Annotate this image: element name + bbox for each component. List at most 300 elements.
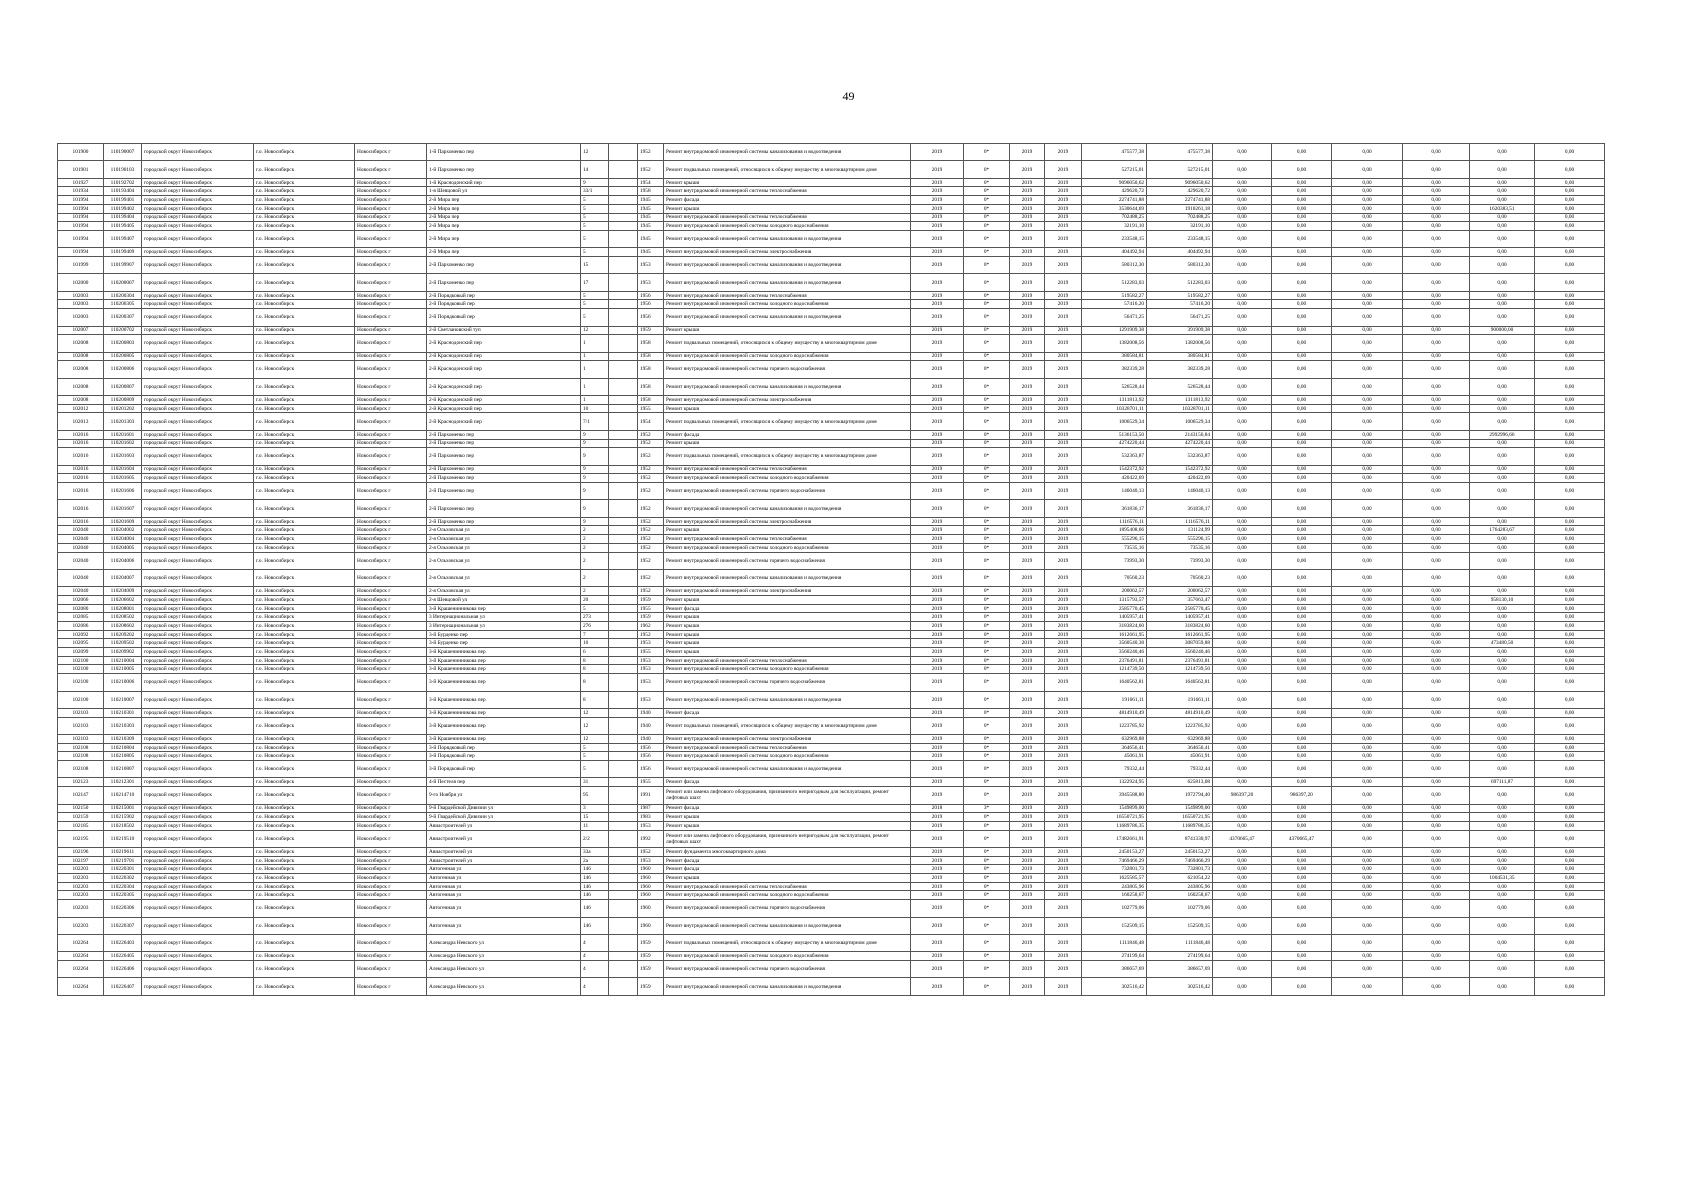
table-cell: 2-й Порядковый пер bbox=[427, 300, 581, 309]
table-cell: 5136153,50 bbox=[1082, 430, 1147, 439]
table-cell: 102008 bbox=[58, 335, 104, 352]
table-cell: 9 bbox=[581, 517, 609, 526]
table-cell: Ремонт внутридомовой инженерной системы электроснабжения bbox=[664, 248, 911, 257]
table-cell: 0,00 bbox=[1535, 361, 1605, 378]
table-cell: Новосибирск г bbox=[355, 535, 427, 544]
table-cell bbox=[609, 196, 638, 205]
table-cell: 1959 bbox=[638, 934, 664, 951]
table-cell: 102203 bbox=[58, 917, 104, 934]
table-cell: 2019 bbox=[1010, 552, 1045, 569]
table-cell: городской округ Новосибирск bbox=[142, 535, 254, 544]
table-cell: 4 bbox=[581, 978, 609, 995]
table-cell bbox=[609, 291, 638, 300]
table-cell: Новосибирск г bbox=[355, 500, 427, 517]
table-cell: 10 bbox=[581, 639, 609, 648]
table-cell: Ремонт внутридомовой инженерной системы горячего водоснабжения bbox=[664, 552, 911, 569]
table-cell: Ремонт фасада bbox=[664, 708, 911, 717]
table-cell bbox=[609, 865, 638, 874]
table-cell: 101994 bbox=[58, 248, 104, 257]
table-cell: 0,00 bbox=[1332, 961, 1403, 978]
table-cell: Новосибирск г bbox=[355, 917, 427, 934]
table-cell: 0,00 bbox=[1332, 691, 1403, 708]
table-row bbox=[58, 778, 1605, 787]
table-cell: 0* bbox=[964, 300, 1010, 309]
table-cell: 8 bbox=[581, 665, 609, 674]
table-cell bbox=[609, 144, 638, 161]
table-cell: 473480,50 bbox=[1470, 639, 1535, 648]
table-cell: 0,00 bbox=[1535, 900, 1605, 917]
table-cell: 110210805 bbox=[104, 752, 142, 761]
table-cell: городской округ Новосибирск bbox=[142, 830, 254, 847]
table-row bbox=[58, 804, 1605, 813]
table-cell: 2019 bbox=[911, 595, 964, 604]
table-cell bbox=[609, 787, 638, 804]
table-cell: 0,00 bbox=[1213, 465, 1272, 474]
table-cell: 110201609 bbox=[104, 517, 142, 526]
table-cell: 1958 bbox=[638, 378, 664, 395]
table-cell: 0,00 bbox=[1272, 978, 1332, 995]
table-cell: 0,00 bbox=[1470, 291, 1535, 300]
table-cell: 527215,01 bbox=[1147, 161, 1213, 178]
table-cell bbox=[609, 517, 638, 526]
table-cell: 0,00 bbox=[1535, 743, 1605, 752]
table-cell: 0,00 bbox=[1535, 639, 1605, 648]
table-cell: 0,00 bbox=[1272, 552, 1332, 569]
table-cell: 2019 bbox=[1010, 361, 1045, 378]
table-cell: 2019 bbox=[1010, 761, 1045, 778]
table-cell: 57416,20 bbox=[1147, 300, 1213, 309]
table-row bbox=[58, 500, 1605, 517]
table-cell: 0,00 bbox=[1213, 891, 1272, 900]
table-cell: 57416,20 bbox=[1082, 300, 1147, 309]
table-cell: 2-й Краснодонский пер bbox=[427, 361, 581, 378]
table-cell: Новосибирск г bbox=[355, 656, 427, 665]
table-cell: Ремонт внутридомовой инженерной системы теплоснабжения bbox=[664, 291, 911, 300]
table-cell bbox=[609, 396, 638, 405]
table-cell: городской округ Новосибирск bbox=[142, 378, 254, 395]
table-cell: 1111846,48 bbox=[1147, 934, 1213, 951]
table-cell: г.о. Новосибирск bbox=[254, 900, 355, 917]
table-cell: 2-й Пархоменко пер bbox=[427, 482, 581, 499]
table-cell: 2019 bbox=[911, 813, 964, 822]
table-cell: Ремонт внутридомовой инженерной системы холодного водоснабжения bbox=[664, 352, 911, 361]
table-cell: 1291909,38 bbox=[1082, 326, 1147, 335]
table-cell: 1 bbox=[581, 361, 609, 378]
table-cell: 110201605 bbox=[104, 474, 142, 483]
table-cell: 0* bbox=[964, 691, 1010, 708]
table-cell: 0,00 bbox=[1470, 630, 1535, 639]
table-cell: 0,00 bbox=[1272, 439, 1332, 448]
table-row bbox=[58, 448, 1605, 465]
table-cell: 2450153,27 bbox=[1082, 848, 1147, 857]
table-cell: 2-й Мира пер bbox=[427, 213, 581, 222]
table-cell: 2019 bbox=[1045, 708, 1082, 717]
table-cell: г.о. Новосибирск bbox=[254, 535, 355, 544]
table-cell bbox=[609, 674, 638, 691]
table-cell: 1214739,50 bbox=[1147, 665, 1213, 674]
table-cell: Ремонт крыши bbox=[664, 813, 911, 822]
table-cell: 0,00 bbox=[1213, 856, 1272, 865]
table-cell: 2019 bbox=[1010, 439, 1045, 448]
table-cell: 110204002 bbox=[104, 526, 142, 535]
table-cell: 5 bbox=[581, 291, 609, 300]
table-cell: 0,00 bbox=[1272, 639, 1332, 648]
table-cell: 3-й Бурденко пер bbox=[427, 630, 581, 639]
table-cell: 102003 bbox=[58, 291, 104, 300]
table-cell: 519582,27 bbox=[1147, 291, 1213, 300]
table-cell: 2274741,88 bbox=[1147, 196, 1213, 205]
table-cell: 0* bbox=[964, 291, 1010, 300]
table-cell: 11689786,35 bbox=[1082, 821, 1147, 830]
table-cell: 3-й Порядковый пер bbox=[427, 743, 581, 752]
table-cell: 0,00 bbox=[1332, 665, 1403, 674]
table-cell: 110201606 bbox=[104, 482, 142, 499]
table-cell: 2019 bbox=[911, 961, 964, 978]
table-cell: 2019 bbox=[1010, 335, 1045, 352]
table-cell: 0,00 bbox=[1332, 161, 1403, 178]
table-cell: 2019 bbox=[1010, 717, 1045, 734]
table-cell: 1 bbox=[581, 378, 609, 395]
table-cell: 0,00 bbox=[1332, 291, 1403, 300]
table-cell: 102100 bbox=[58, 674, 104, 691]
table-cell: Новосибирск г bbox=[355, 335, 427, 352]
table-cell: 0,00 bbox=[1470, 474, 1535, 483]
table-cell: 0,00 bbox=[1535, 187, 1605, 196]
table-cell: 0* bbox=[964, 656, 1010, 665]
table-cell: Новосибирск г bbox=[355, 604, 427, 613]
table-cell: 2019 bbox=[911, 352, 964, 361]
table-cell: 2019 bbox=[1045, 213, 1082, 222]
table-cell: Ремонт подвальных помещений, относящихся к общему имуществу в многоквартирном доме bbox=[664, 934, 911, 951]
table-row bbox=[58, 230, 1605, 247]
table-cell: Ремонт крыши bbox=[664, 622, 911, 631]
table-cell: 0,00 bbox=[1213, 161, 1272, 178]
table-cell: 2019 bbox=[911, 500, 964, 517]
table-cell: 1 bbox=[581, 352, 609, 361]
table-cell: 4 bbox=[581, 961, 609, 978]
table-cell: 2019 bbox=[911, 691, 964, 708]
table-cell: 2019 bbox=[1010, 604, 1045, 613]
table-cell: 110200307 bbox=[104, 309, 142, 326]
table-cell: г.о. Новосибирск bbox=[254, 874, 355, 883]
table-cell: 102159 bbox=[58, 813, 104, 822]
table-cell: 110201602 bbox=[104, 439, 142, 448]
table-cell: 2019 bbox=[1010, 752, 1045, 761]
table-cell: 2019 bbox=[1010, 934, 1045, 951]
table-cell bbox=[609, 813, 638, 822]
table-cell: 0,00 bbox=[1332, 552, 1403, 569]
table-cell: 532363,87 bbox=[1082, 448, 1147, 465]
table-cell bbox=[609, 639, 638, 648]
table-cell: г.о. Новосибирск bbox=[254, 204, 355, 213]
table-cell bbox=[609, 604, 638, 613]
table-cell: 2019 bbox=[1010, 830, 1045, 847]
table-cell: 110220306 bbox=[104, 900, 142, 917]
table-cell bbox=[609, 256, 638, 273]
table-cell: Новосибирск г bbox=[355, 413, 427, 430]
table-cell: 0,00 bbox=[1470, 178, 1535, 187]
table-cell: г.о. Новосибирск bbox=[254, 622, 355, 631]
table-cell: 2019 bbox=[1010, 708, 1045, 717]
table-cell: городской округ Новосибирск bbox=[142, 813, 254, 822]
table-cell: 146040,13 bbox=[1082, 482, 1147, 499]
table-cell: Новосибирск г bbox=[355, 352, 427, 361]
table-cell: 17 bbox=[581, 274, 609, 291]
table-cell: 2019 bbox=[1010, 248, 1045, 257]
table-cell: 0,00 bbox=[1213, 196, 1272, 205]
table-cell: 0,00 bbox=[1470, 856, 1535, 865]
table-cell: 0,00 bbox=[1213, 630, 1272, 639]
table-cell: 0,00 bbox=[1470, 613, 1535, 622]
table-cell: 0,00 bbox=[1535, 204, 1605, 213]
table-cell: 0,00 bbox=[1272, 952, 1332, 961]
table-cell: 2-я Ольховская ул bbox=[427, 526, 581, 535]
table-cell: 110219510 bbox=[104, 830, 142, 847]
table-cell: 0* bbox=[964, 752, 1010, 761]
table-cell: 9 bbox=[581, 500, 609, 517]
table-cell bbox=[609, 222, 638, 231]
table-cell: 0,00 bbox=[1535, 830, 1605, 847]
table-cell: 0,00 bbox=[1403, 648, 1470, 657]
table-cell: 0* bbox=[964, 161, 1010, 178]
table-cell: 0,00 bbox=[1470, 656, 1535, 665]
table-cell: городской округ Новосибирск bbox=[142, 761, 254, 778]
table-cell: 2019 bbox=[911, 604, 964, 613]
table-cell: 2 bbox=[581, 569, 609, 586]
table-cell: г.о. Новосибирск bbox=[254, 717, 355, 734]
table-cell: 1953 bbox=[638, 274, 664, 291]
table-cell: 0,00 bbox=[1535, 787, 1605, 804]
table-cell: 0,00 bbox=[1213, 204, 1272, 213]
table-cell: 0,00 bbox=[1403, 622, 1470, 631]
table-cell: 580312,30 bbox=[1147, 256, 1213, 273]
table-cell: 0,00 bbox=[1403, 144, 1470, 161]
table-cell: 2019 bbox=[1010, 144, 1045, 161]
table-cell: городской округ Новосибирск bbox=[142, 874, 254, 883]
table-cell: 102040 bbox=[58, 552, 104, 569]
table-cell: 2019 bbox=[1045, 752, 1082, 761]
table-cell: 0,00 bbox=[1332, 361, 1403, 378]
table-cell: 102103 bbox=[58, 708, 104, 717]
table-row bbox=[58, 787, 1605, 804]
table-cell: 32191,10 bbox=[1147, 222, 1213, 231]
table-cell: 0,00 bbox=[1213, 543, 1272, 552]
table-cell: Новосибирск г bbox=[355, 300, 427, 309]
table-cell: Новосибирск г bbox=[355, 248, 427, 257]
table-cell: 2019 bbox=[1010, 569, 1045, 586]
table-cell: 10328701,11 bbox=[1082, 404, 1147, 413]
table-cell: 0* bbox=[964, 604, 1010, 613]
table-cell: 1311813,92 bbox=[1082, 396, 1147, 405]
table-cell: 0,00 bbox=[1403, 743, 1470, 752]
table-cell: Новосибирск г bbox=[355, 291, 427, 300]
table-cell: 0,00 bbox=[1272, 882, 1332, 891]
table-cell: 1322924,95 bbox=[1082, 778, 1147, 787]
table-cell: 1 bbox=[581, 335, 609, 352]
table-cell: г.о. Новосибирск bbox=[254, 196, 355, 205]
table-cell: 1004531,35 bbox=[1470, 874, 1535, 883]
table-cell bbox=[609, 439, 638, 448]
table-cell: 101994 bbox=[58, 222, 104, 231]
table-cell: городской округ Новосибирск bbox=[142, 787, 254, 804]
table-cell: городской округ Новосибирск bbox=[142, 952, 254, 961]
table-cell: 1952 bbox=[638, 439, 664, 448]
table-cell: 102016 bbox=[58, 517, 104, 526]
table-cell: 0* bbox=[964, 248, 1010, 257]
table-cell: 273 bbox=[581, 613, 609, 622]
table-cell: г.о. Новосибирск bbox=[254, 778, 355, 787]
table-cell: 2019 bbox=[1010, 300, 1045, 309]
table-cell: 0,00 bbox=[1213, 665, 1272, 674]
table-cell bbox=[609, 848, 638, 857]
table-cell: 0,00 bbox=[1213, 874, 1272, 883]
table-cell: 2019 bbox=[1010, 500, 1045, 517]
table-cell: 0,00 bbox=[1272, 204, 1332, 213]
table-cell: 0,00 bbox=[1332, 335, 1403, 352]
table-cell: 0* bbox=[964, 639, 1010, 648]
table-cell: городской округ Новосибирск bbox=[142, 352, 254, 361]
table-cell: 2-й Пархоменко пер bbox=[427, 465, 581, 474]
table-cell: 110204005 bbox=[104, 543, 142, 552]
table-cell: 0* bbox=[964, 934, 1010, 951]
table-row bbox=[58, 743, 1605, 752]
table-cell: 2-й Мира пер bbox=[427, 222, 581, 231]
table-cell bbox=[609, 752, 638, 761]
table-cell: 0,00 bbox=[1272, 630, 1332, 639]
table-cell: 0,00 bbox=[1213, 978, 1272, 995]
table-cell: г.о. Новосибирск bbox=[254, 630, 355, 639]
table-cell: 0,00 bbox=[1332, 821, 1403, 830]
table-cell: 5 bbox=[581, 222, 609, 231]
table-cell: Ремонт фасада bbox=[664, 604, 911, 613]
table-cell: 702488,25 bbox=[1147, 213, 1213, 222]
table-cell: 1382008,56 bbox=[1147, 335, 1213, 352]
table-cell: 102000 bbox=[58, 274, 104, 291]
table-cell: Новосибирск г bbox=[355, 639, 427, 648]
table-cell: 110199402 bbox=[104, 204, 142, 213]
table-cell: 2019 bbox=[1045, 778, 1082, 787]
table-cell: 2019 bbox=[911, 743, 964, 752]
table-cell: 2019 bbox=[911, 213, 964, 222]
table-cell: 2019 bbox=[911, 430, 964, 439]
table-cell: 146 bbox=[581, 900, 609, 917]
table-cell: 1956 bbox=[638, 300, 664, 309]
table-cell: г.о. Новосибирск bbox=[254, 595, 355, 604]
table-cell: 7469466,29 bbox=[1147, 856, 1213, 865]
table-cell: 0,00 bbox=[1535, 196, 1605, 205]
table-cell: 0* bbox=[964, 674, 1010, 691]
table-cell: 2019 bbox=[911, 248, 964, 257]
table-cell: 2019 bbox=[911, 639, 964, 648]
table-cell: 102185 bbox=[58, 821, 104, 830]
table-cell: Ремонт крыши bbox=[664, 439, 911, 448]
table-cell: 2019 bbox=[1045, 961, 1082, 978]
table-cell: 0,00 bbox=[1535, 326, 1605, 335]
table-cell: 110200806 bbox=[104, 361, 142, 378]
table-cell: 146 bbox=[581, 865, 609, 874]
table-cell: г.о. Новосибирск bbox=[254, 361, 355, 378]
table-cell: Авиастроителей ул bbox=[427, 856, 581, 865]
table-cell bbox=[609, 961, 638, 978]
table-cell: 56471,25 bbox=[1082, 309, 1147, 326]
table-row bbox=[58, 439, 1605, 448]
table-cell: 0,00 bbox=[1470, 622, 1535, 631]
table-cell: 0* bbox=[964, 622, 1010, 631]
table-cell: 0,00 bbox=[1535, 804, 1605, 813]
table-row bbox=[58, 622, 1605, 631]
table-cell: г.о. Новосибирск bbox=[254, 648, 355, 657]
table-cell: 0,00 bbox=[1470, 309, 1535, 326]
table-cell: Новосибирск г bbox=[355, 691, 427, 708]
table-cell: 0,00 bbox=[1213, 378, 1272, 395]
table-cell: 146 bbox=[581, 882, 609, 891]
table-cell: 1955 bbox=[638, 604, 664, 613]
table-cell: 0* bbox=[964, 448, 1010, 465]
table-cell: 420422,69 bbox=[1082, 474, 1147, 483]
table-cell: 102203 bbox=[58, 891, 104, 900]
table-cell: Ремонт внутридомовой инженерной системы холодного водоснабжения bbox=[664, 891, 911, 900]
table-cell: 3183824,60 bbox=[1082, 622, 1147, 631]
table-cell: 2019 bbox=[911, 865, 964, 874]
table-cell: 0,00 bbox=[1332, 674, 1403, 691]
table-cell: Ремонт подвальных помещений, относящихся к общему имуществу в многоквартирном доме bbox=[664, 413, 911, 430]
table-cell: городской округ Новосибирск bbox=[142, 674, 254, 691]
table-cell: 5 bbox=[581, 604, 609, 613]
table-cell: 274199,64 bbox=[1082, 952, 1147, 961]
table-cell: 2019 bbox=[1010, 648, 1045, 657]
table-cell: 2019 bbox=[1045, 204, 1082, 213]
table-cell: 15 bbox=[581, 813, 609, 822]
table-cell: 2019 bbox=[1045, 622, 1082, 631]
table-cell: Ремонт внутридомовой инженерной системы холодного водоснабжения bbox=[664, 543, 911, 552]
table-cell: 0,00 bbox=[1272, 256, 1332, 273]
table-cell: 0,00 bbox=[1272, 413, 1332, 430]
table-cell bbox=[609, 630, 638, 639]
table-cell bbox=[609, 934, 638, 951]
table-cell: 110212301 bbox=[104, 778, 142, 787]
table-cell: 0,00 bbox=[1403, 961, 1470, 978]
table-cell: 2019 bbox=[911, 448, 964, 465]
table-cell: 1952 bbox=[638, 543, 664, 552]
table-cell: 102016 bbox=[58, 439, 104, 448]
table-cell: 131124,99 bbox=[1147, 526, 1213, 535]
table-cell: 0,00 bbox=[1332, 891, 1403, 900]
table-cell: 5 bbox=[581, 309, 609, 326]
table-cell: Новосибирск г bbox=[355, 630, 427, 639]
table-cell: Ремонт внутридомовой инженерной системы канализования и водоотведения bbox=[664, 691, 911, 708]
table-cell: 3560540,38 bbox=[1082, 639, 1147, 648]
table-cell: Ремонт внутридомовой инженерной системы холодного водоснабжения bbox=[664, 474, 911, 483]
table-cell: 0,00 bbox=[1332, 934, 1403, 951]
table-cell: г.о. Новосибирск bbox=[254, 665, 355, 674]
table-cell: 2019 bbox=[1010, 856, 1045, 865]
table-cell: г.о. Новосибирск bbox=[254, 378, 355, 395]
table-cell: Новосибирск г bbox=[355, 569, 427, 586]
table-cell: 102100 bbox=[58, 656, 104, 665]
table-cell: 0,00 bbox=[1535, 595, 1605, 604]
table-cell: 0,00 bbox=[1403, 656, 1470, 665]
table-cell: Новосибирск г bbox=[355, 761, 427, 778]
table-cell: 0,00 bbox=[1213, 300, 1272, 309]
table-row bbox=[58, 161, 1605, 178]
table-cell: Ремонт внутридомовой инженерной системы холодного водоснабжения bbox=[664, 665, 911, 674]
table-cell: Новосибирск г bbox=[355, 543, 427, 552]
table-cell: 0,00 bbox=[1403, 439, 1470, 448]
table-cell: 0,00 bbox=[1213, 361, 1272, 378]
table-cell: 2019 bbox=[1045, 335, 1082, 352]
table-cell bbox=[609, 743, 638, 752]
table-cell: г.о. Новосибирск bbox=[254, 761, 355, 778]
